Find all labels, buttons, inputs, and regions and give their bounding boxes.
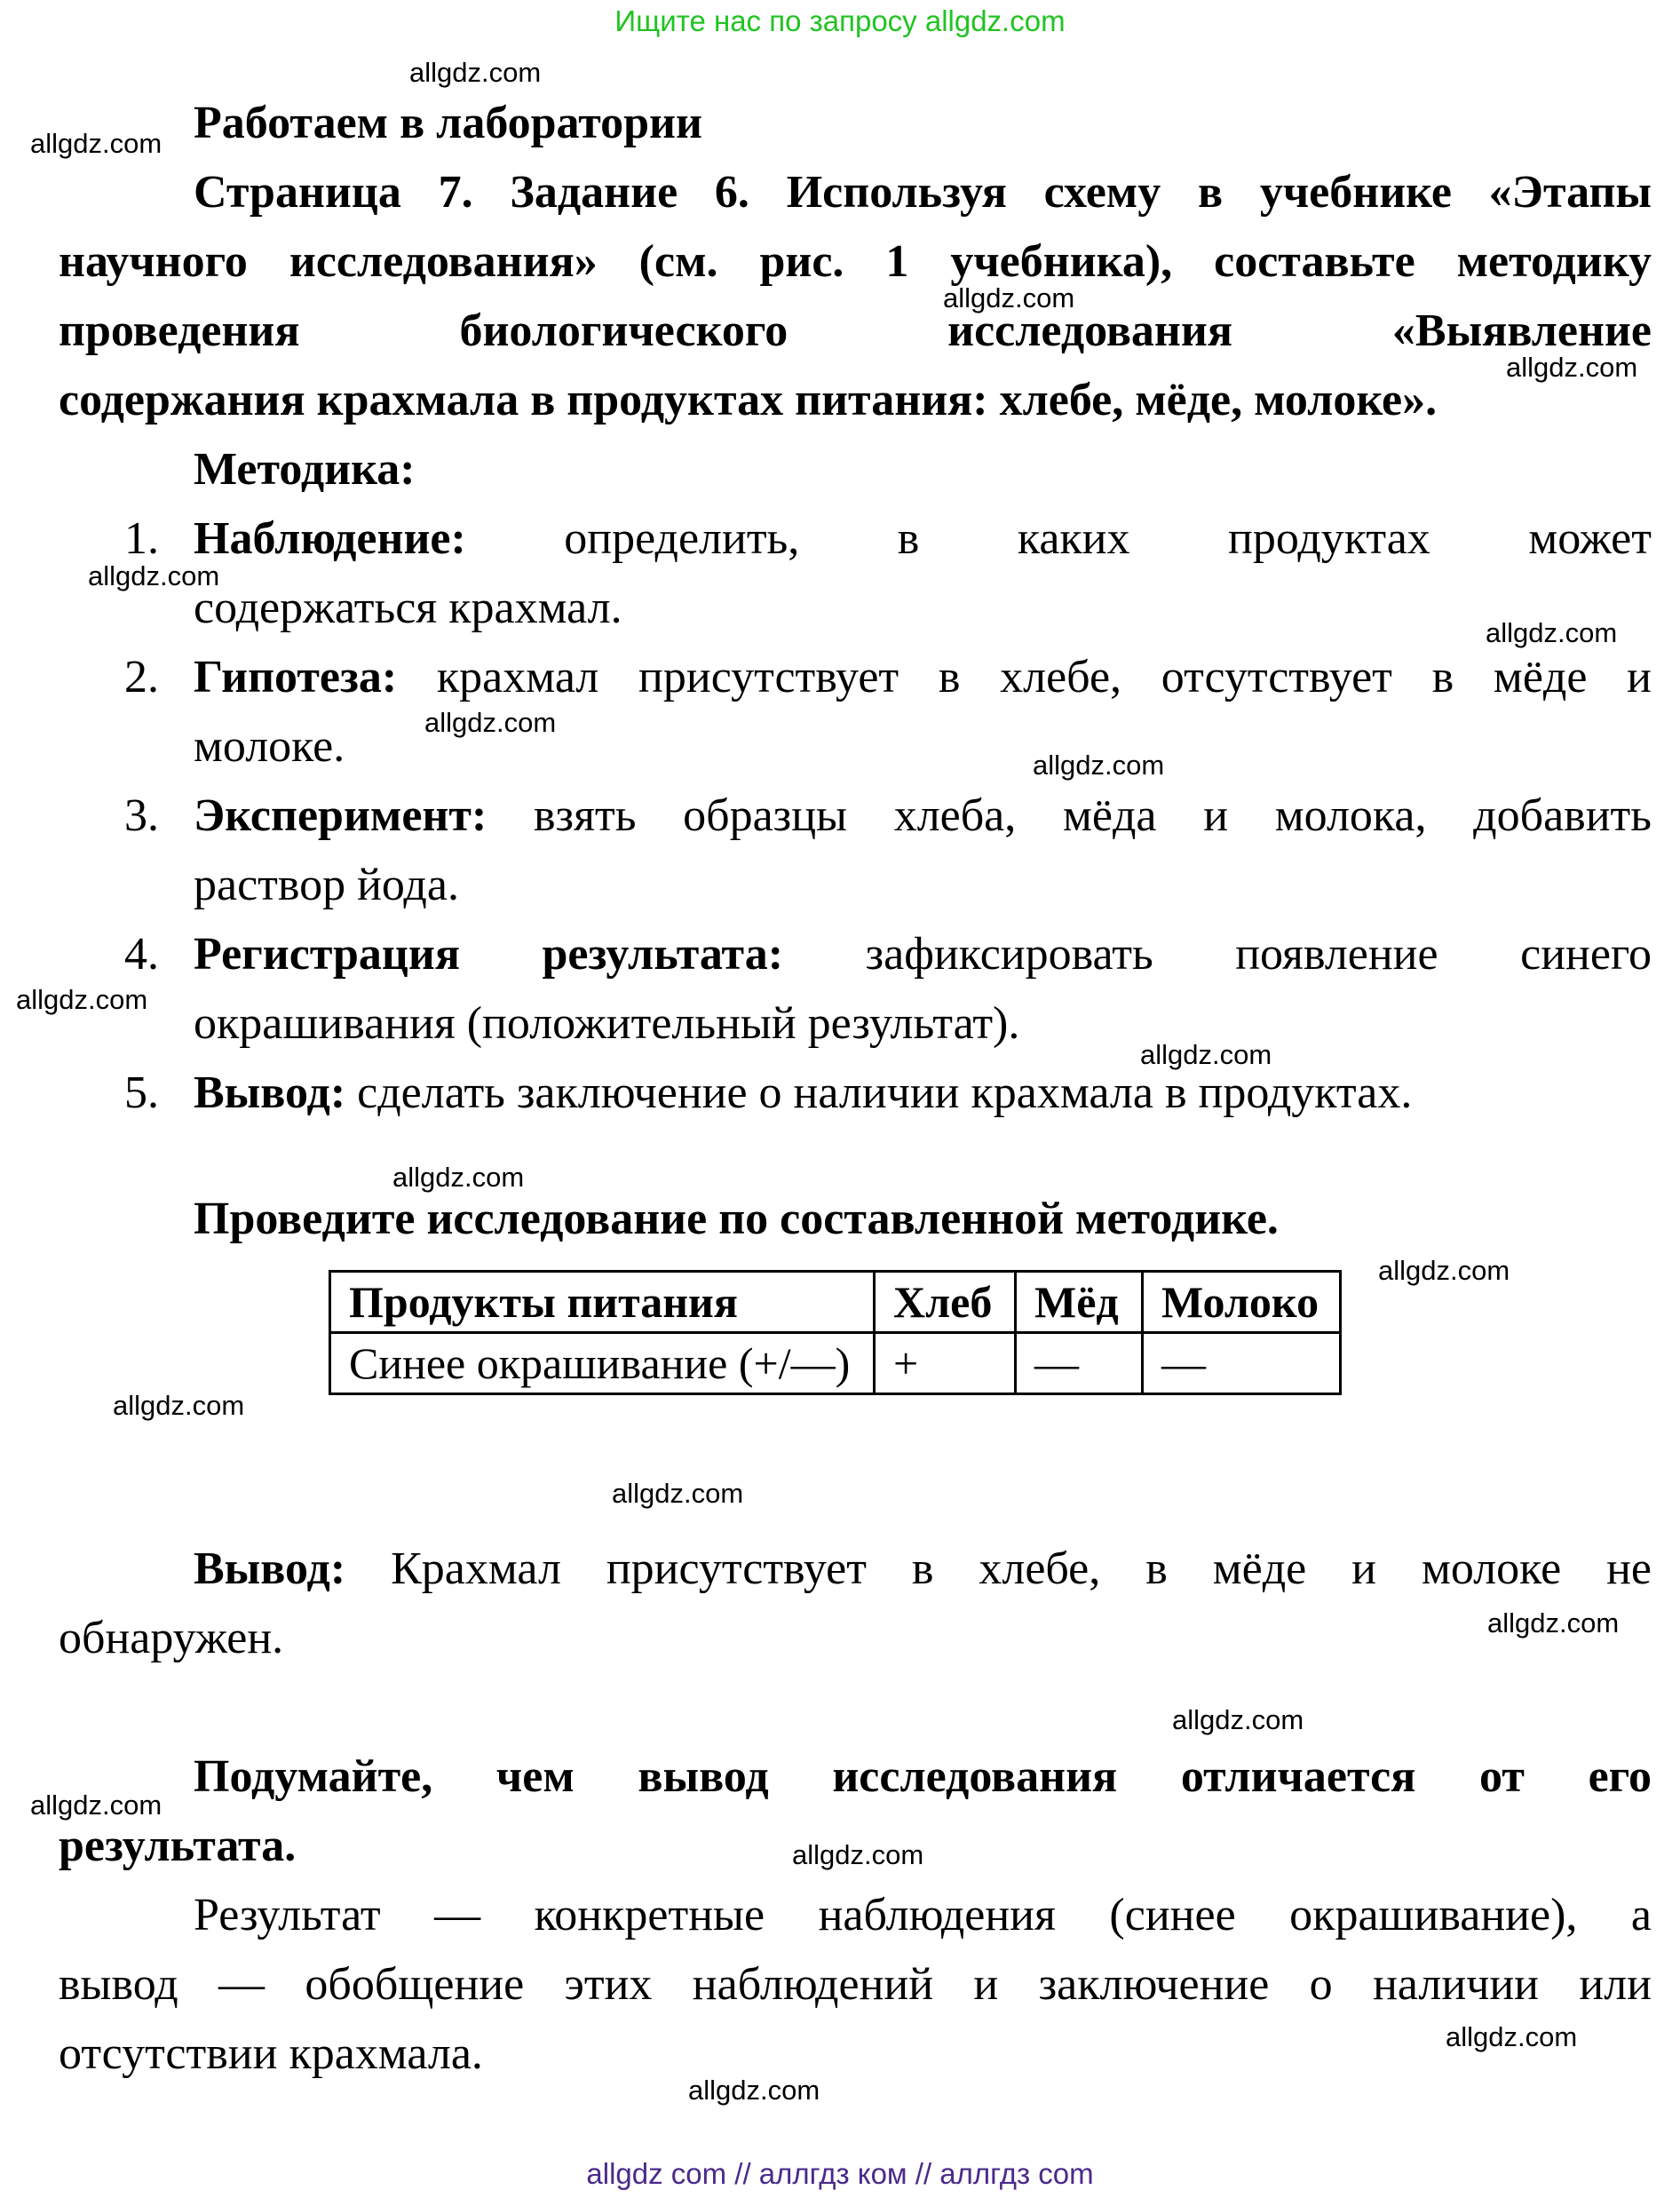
watermark: allgdz.com (1378, 1255, 1510, 1286)
watermark: allgdz.com (88, 560, 220, 591)
section-title: Работаем в лаборатории (194, 98, 702, 148)
watermark: allgdz.com (688, 2075, 820, 2106)
table-header-cell: Продукты питания (330, 1272, 875, 1333)
question-line (194, 1742, 1652, 1812)
conclusion-text: Крахмал присутствует в хлебе, в мёде и молоке не (391, 1543, 1652, 1594)
task-word: исследования (947, 305, 1232, 356)
watermark: allgdz.com (1140, 1039, 1272, 1070)
table-cell: — (1016, 1333, 1143, 1394)
top-banner[interactable]: Ищите нас по запросу allgdz.com (614, 4, 1066, 37)
watermark: allgdz.com (1446, 2021, 1578, 2052)
step-label: Гипотеза: (194, 652, 398, 702)
task-line: содержания крахмала в продуктах питания: хлебе, мёде, молоке». (59, 375, 1438, 425)
step-line: содержаться крахмал. (194, 583, 622, 633)
watermark: allgdz.com (409, 57, 542, 88)
step-text: сделать заключение о наличии крахмала в продуктах. (357, 1067, 1413, 1118)
results-table (329, 1270, 1342, 1395)
bottom-banner[interactable]: allgdz com // аллгдз ком // аллгдз com (586, 2157, 1094, 2190)
step-line (194, 1059, 1652, 1128)
watermark: allgdz.com (1486, 617, 1618, 648)
step-label: Наблюдение: (194, 513, 466, 564)
step-line (194, 782, 1652, 851)
study-title: Проведите исследование по составленной методике. (194, 1194, 1279, 1244)
step-word: синего (1520, 929, 1652, 980)
question-word: Подумайте, (194, 1751, 433, 1802)
question-word: отличается (1180, 1751, 1416, 1802)
watermark: allgdz.com (1506, 352, 1638, 383)
step-word: каких (1017, 513, 1130, 564)
conclusion-line (194, 1535, 1652, 1604)
table-cell: — (1143, 1333, 1341, 1394)
watermark: allgdz.com (1487, 1607, 1620, 1639)
step-line (194, 920, 1652, 989)
watermark: allgdz.com (1172, 1704, 1304, 1735)
watermark: allgdz.com (30, 1789, 162, 1821)
task-line: Страница 7. Задание 6. Используя схему в учебнике «Этапы (194, 167, 1652, 218)
conclusion-line: обнаружен. (59, 1613, 284, 1663)
watermark: allgdz.com (792, 1839, 924, 1870)
step-line: окрашивания (положительный результат). (194, 998, 1020, 1049)
answer-line: отсутствии крахмала. (59, 2028, 483, 2079)
conclusion-label: Вывод: (194, 1543, 346, 1594)
step-line: раствор йода. (194, 860, 459, 910)
watermark: allgdz.com (392, 1162, 525, 1193)
task-word: биологического (459, 305, 788, 356)
step-number: 1. (124, 513, 159, 564)
question-word: от (1479, 1751, 1525, 1802)
question-word: исследования (832, 1751, 1118, 1802)
step-label: Вывод: (194, 1067, 346, 1118)
watermark: allgdz.com (943, 282, 1075, 313)
table-row (330, 1333, 1341, 1394)
table-header-row (330, 1272, 1341, 1333)
step-label: Регистрация (194, 929, 460, 980)
table-header-cell: Молоко (1143, 1272, 1341, 1333)
question-word: его (1588, 1751, 1652, 1802)
step-number: 2. (124, 652, 159, 702)
watermark: allgdz.com (424, 707, 557, 738)
task-word: проведения (59, 305, 300, 356)
step-word: продуктах (1228, 513, 1430, 564)
step-word: может (1528, 513, 1652, 564)
question-word: чем (495, 1751, 575, 1802)
question-line: результата. (59, 1821, 297, 1871)
step-label: Эксперимент: (194, 790, 487, 841)
question-word: вывод (638, 1751, 769, 1802)
step-label: результата: (542, 929, 784, 980)
watermark: allgdz.com (113, 1390, 245, 1421)
step-word: определить, (564, 513, 800, 564)
table-header-cell: Хлеб (875, 1272, 1016, 1333)
watermark: allgdz.com (16, 984, 148, 1015)
method-title: Методика: (194, 444, 416, 495)
table-header-cell: Мёд (1016, 1272, 1143, 1333)
step-number: 5. (124, 1067, 159, 1118)
step-line (194, 643, 1652, 712)
step-word: появление (1235, 929, 1438, 980)
step-number: 3. (124, 790, 159, 841)
step-line (194, 504, 1652, 574)
answer-line: Результат — конкретные наблюдения (синее окрашивание), а (194, 1890, 1652, 1940)
step-number: 4. (124, 929, 159, 980)
answer-line: вывод — обобщение этих наблюдений и заключение о наличии или (59, 1959, 1652, 2010)
step-text: взять образцы хлеба, мёда и молока, добавить (533, 790, 1652, 841)
step-word: в (897, 513, 920, 564)
watermark: allgdz.com (1033, 750, 1165, 781)
watermark: allgdz.com (30, 128, 162, 159)
task-word: «Выявление (1391, 305, 1652, 356)
step-line: молоке. (194, 721, 345, 772)
step-word: зафиксировать (865, 929, 1153, 980)
table-cell: + (875, 1333, 1016, 1394)
task-line (59, 297, 1652, 366)
watermark: allgdz.com (612, 1478, 744, 1509)
task-line: научного исследования» (см. рис. 1 учебника), составьте методику (59, 236, 1652, 287)
step-text: крахмал присутствует в хлебе, отсутствует в мёде и (436, 652, 1652, 702)
table-cell: Синее окрашивание (+/—) (330, 1333, 875, 1394)
